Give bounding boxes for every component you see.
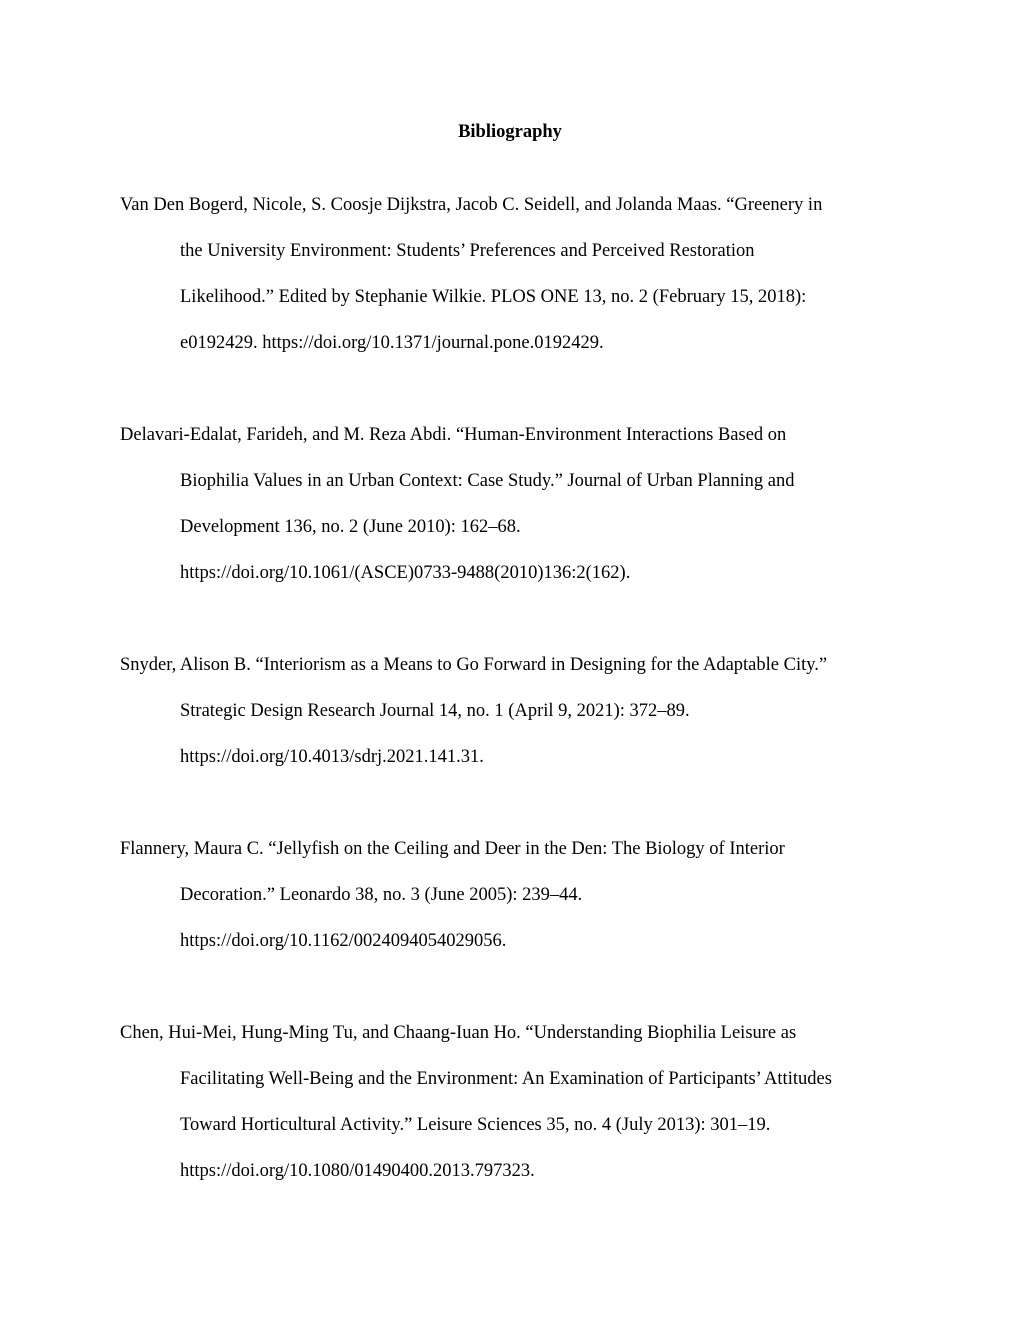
entry-line: Decoration.” Leonardo 38, no. 3 (June 2005): 239–44. xyxy=(180,885,583,905)
entry-line: e0192429. https://doi.org/10.1371/journal.pone.0192429. xyxy=(180,333,604,353)
entry-line: Van Den Bogerd, Nicole, S. Coosje Dijkstra, Jacob C. Seidell, and Jolanda Maas. “Greenery in xyxy=(120,195,823,215)
entry-line: Delavari‐Edalat, Farideh, and M. Reza Abdi. “Human‐Environment Interactions Based on xyxy=(120,425,787,445)
entry-line: https://doi.org/10.4013/sdrj.2021.141.31. xyxy=(180,747,484,767)
entry-line: https://doi.org/10.1061/(ASCE)0733‐9488(2010)136:2(162). xyxy=(180,563,631,583)
entry-line: Development 136, no. 2 (June 2010): 162–68. xyxy=(180,517,521,537)
entry-line: Chen, Hui‐Mei, Hung‐Ming Tu, and Chaang‐Iuan Ho. “Understanding Biophilia Leisure as xyxy=(120,1023,797,1043)
entry-line: Strategic Design Research Journal 14, no. 1 (April 9, 2021): 372–89. xyxy=(180,701,690,721)
entry-line: the University Environment: Students’ Preferences and Perceived Restoration xyxy=(180,241,755,261)
entry-line: https://doi.org/10.1162/0024094054029056. xyxy=(180,931,507,951)
entry-line: Flannery, Maura C. “Jellyfish on the Ceiling and Deer in the Den: The Biology of Interior xyxy=(120,839,785,859)
page-title: Bibliography xyxy=(458,122,562,142)
entry-line: Likelihood.” Edited by Stephanie Wilkie. PLOS ONE 13, no. 2 (February 15, 2018): xyxy=(180,287,807,307)
entry-line: Snyder, Alison B. “Interiorism as a Means to Go Forward in Designing for the Adaptable City.” xyxy=(120,655,828,675)
entry-line: https://doi.org/10.1080/01490400.2013.797323. xyxy=(180,1161,535,1181)
entry-line: Facilitating Well‐Being and the Environment: An Examination of Participants’ Attitudes xyxy=(180,1069,832,1089)
entry-line: Toward Horticultural Activity.” Leisure Sciences 35, no. 4 (July 2013): 301–19. xyxy=(180,1115,771,1135)
entry-line: Biophilia Values in an Urban Context: Case Study.” Journal of Urban Planning and xyxy=(180,471,795,491)
